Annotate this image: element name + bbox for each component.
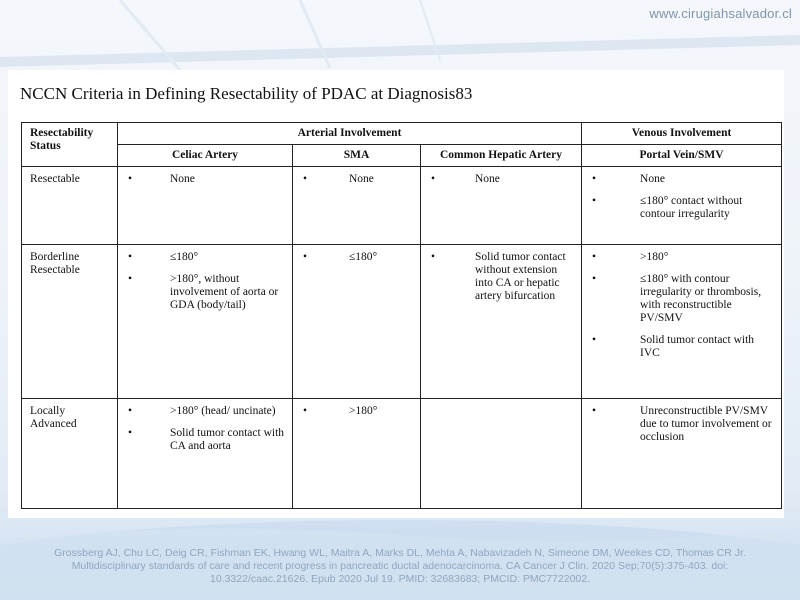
criteria-list <box>588 405 775 444</box>
sma-cell <box>293 399 421 509</box>
venous-header: Venous Involvement <box>582 123 782 145</box>
criteria-item <box>588 334 775 360</box>
celiac-cell <box>118 245 293 399</box>
criteria-text: Solid tumor contact without extension into CA or hepatic artery bifurcation <box>475 251 566 302</box>
arterial-header: Arterial Involvement <box>118 123 582 145</box>
criteria-text: ≤180° with contour irregularity or thrombosis, with reconstructible PV/SMV <box>640 273 762 324</box>
criteria-list <box>588 251 775 360</box>
citation-line: Multidisciplinary standards of care and recent progress in pancreatic ductal adenocarcinoma. CA Cancer J Clin. 2020 Sep;70(5):375-403. doi: <box>71 560 729 572</box>
sma-cell <box>293 167 421 245</box>
status-header: Resectability Status <box>22 123 118 167</box>
bullet-icon: • <box>128 273 133 285</box>
bullet-icon: • <box>128 173 133 185</box>
criteria-text: None <box>475 173 500 185</box>
bullet-icon: • <box>431 173 436 185</box>
celiac-cell <box>118 399 293 509</box>
bullet-icon: • <box>592 273 597 285</box>
bullet-icon: • <box>303 251 308 263</box>
criteria-item <box>124 427 286 453</box>
sma-cell <box>293 245 421 399</box>
criteria-text: Solid tumor contact with CA and aorta <box>170 427 285 452</box>
criteria-text: ≤180° <box>170 251 199 263</box>
cha-cell <box>421 167 582 245</box>
criteria-list <box>427 251 575 303</box>
cha-cell <box>421 399 582 509</box>
criteria-item <box>588 195 775 221</box>
site-url: www.cirugiahsalvador.cl <box>649 6 792 21</box>
criteria-list <box>299 173 414 186</box>
bullet-icon: • <box>128 405 133 417</box>
criteria-list <box>124 173 286 186</box>
criteria-item <box>588 405 775 444</box>
criteria-item <box>588 273 775 325</box>
criteria-list <box>299 405 414 418</box>
table-row <box>22 399 782 509</box>
col-header-sma: SMA <box>293 145 421 167</box>
criteria-text: Unreconstructible PV/SMV due to tumor involvement or occlusion <box>640 405 772 443</box>
venous-cell <box>582 399 782 509</box>
criteria-list <box>427 173 575 186</box>
cha-cell <box>421 245 582 399</box>
table-row <box>22 245 782 399</box>
criteria-text: Solid tumor contact with IVC <box>640 334 755 359</box>
criteria-text: >180° <box>640 251 669 263</box>
criteria-text: None <box>170 173 195 185</box>
criteria-item <box>299 405 414 418</box>
criteria-text: ≤180° contact without contour irregularity <box>640 195 743 220</box>
criteria-item <box>124 173 286 186</box>
col-header-venous: Portal Vein/SMV <box>582 145 782 167</box>
bullet-icon: • <box>592 251 597 263</box>
criteria-text: ≤180° <box>349 251 378 263</box>
criteria-text: >180° <box>349 405 378 417</box>
celiac-cell <box>118 167 293 245</box>
resectability-table <box>21 122 782 509</box>
criteria-item <box>124 251 286 264</box>
col-header-celiac: Celiac Artery <box>118 145 293 167</box>
status-cell: Resectable <box>22 167 118 245</box>
slide-title: NCCN Criteria in Defining Resectability of PDAC at Diagnosis83 <box>20 84 473 103</box>
criteria-text: >180° (head/ uncinate) <box>170 405 276 417</box>
criteria-item <box>427 173 575 186</box>
bullet-icon: • <box>303 405 308 417</box>
criteria-item <box>299 173 414 186</box>
table-body <box>22 167 782 509</box>
bullet-icon: • <box>128 251 133 263</box>
bullet-icon: • <box>592 334 597 346</box>
bullet-icon: • <box>128 427 133 439</box>
criteria-text: None <box>349 173 374 185</box>
criteria-text: >180°, without involvement of aorta or GDA (body/tail) <box>170 273 279 311</box>
criteria-item <box>299 251 414 264</box>
criteria-item <box>124 273 286 312</box>
venous-cell <box>582 167 782 245</box>
col-header-cha: Common Hepatic Artery <box>421 145 582 167</box>
bullet-icon: • <box>592 173 597 185</box>
citation-line: 10.3322/caac.21626. Epub 2020 Jul 19. PMID: 32683683; PMCID: PMC7722002. <box>210 573 590 585</box>
citation <box>0 547 800 586</box>
status-cell: Borderline Resectable <box>22 245 118 399</box>
criteria-item <box>427 251 575 303</box>
criteria-item <box>124 405 286 418</box>
criteria-text: None <box>640 173 665 185</box>
bullet-icon: • <box>303 173 308 185</box>
table-row <box>22 167 782 245</box>
status-cell: Locally Advanced <box>22 399 118 509</box>
bullet-icon: • <box>592 405 597 417</box>
criteria-item <box>588 173 775 186</box>
bullet-icon: • <box>431 251 436 263</box>
criteria-list <box>124 251 286 312</box>
criteria-list <box>124 405 286 453</box>
venous-cell <box>582 245 782 399</box>
citation-line: Grossberg AJ, Chu LC, Deig CR, Fishman EK, Hwang WL, Maitra A, Marks DL, Mehta A, Nabavizadeh N, Simeone DM, Weekes CD, Thomas CR Jr. <box>54 547 746 559</box>
criteria-list <box>588 173 775 221</box>
criteria-item <box>588 251 775 264</box>
criteria-list <box>299 251 414 264</box>
bullet-icon: • <box>592 195 597 207</box>
